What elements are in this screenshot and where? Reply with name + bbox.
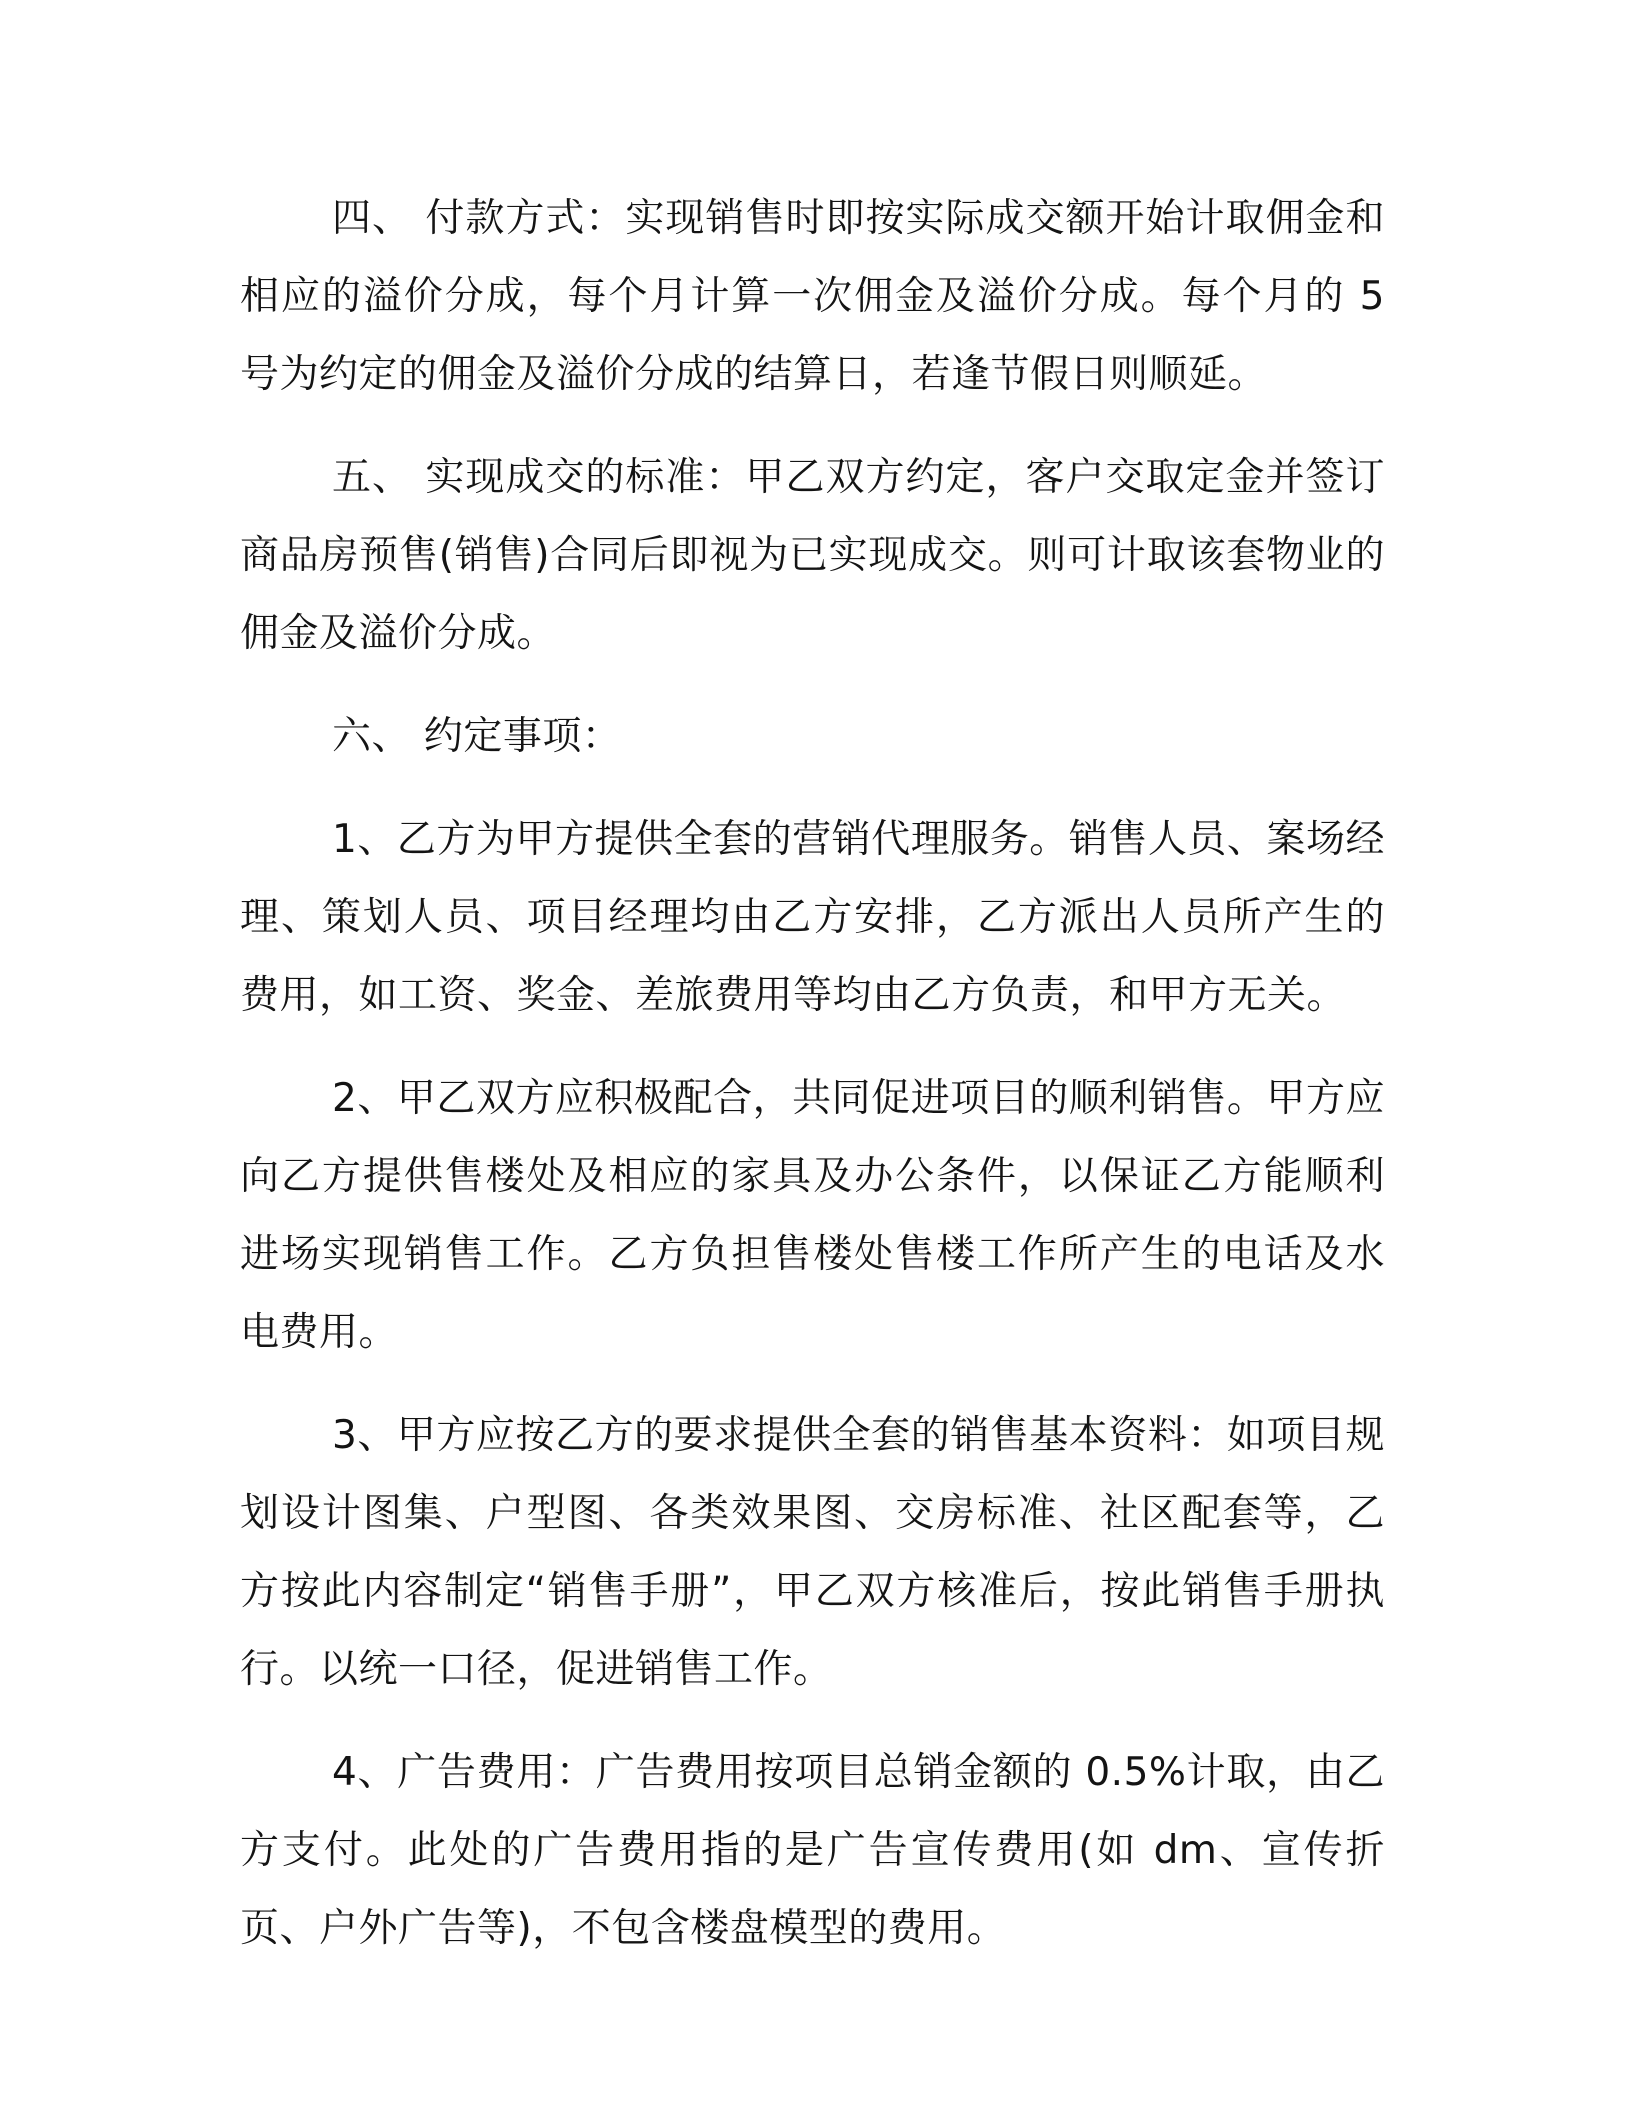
clause-item-2: 2、甲乙双方应积极配合，共同促进项目的顺利销售。甲方应向乙方提供售楼处及相应的家具及办公条件，以保证乙方能顺利进场实现销售工作。乙方负担售楼处售楼工作所产生的电话及水电费用。 <box>240 1076 1385 1355</box>
document-body <box>240 180 1385 1993</box>
clause-agreed-matters-heading: 六、 约定事项： <box>332 714 622 759</box>
clause-item-3: 3、甲方应按乙方的要求提供全套的销售基本资料：如项目规划设计图集、户型图、各类效果图、交房标准、社区配套等，乙方按此内容制定“销售手册”，甲乙双方核准后，按此销售手册执行。以统一口径，促进销售工作。 <box>240 1413 1385 1692</box>
clause-transaction-standard: 五、 实现成交的标准：甲乙双方约定，客户交取定金并签订商品房预售(销售)合同后即视为已实现成交。则可计取该套物业的佣金及溢价分成。 <box>240 455 1385 656</box>
clause-item-4: 4、广告费用：广告费用按项目总销金额的 0.5%计取，由乙方支付。此处的广告费用指的是广告宣传费用(如 dm、宣传折页、户外广告等)，不包含楼盘模型的费用。 <box>240 1750 1385 1951</box>
clause-item-1: 1、乙方为甲方提供全套的营销代理服务。销售人员、案场经理、策划人员、项目经理均由乙方安排，乙方派出人员所产生的费用，如工资、奖金、差旅费用等均由乙方负责，和甲方无关。 <box>240 817 1385 1018</box>
clause-payment-method: 四、 付款方式：实现销售时即按实际成交额开始计取佣金和相应的溢价分成，每个月计算一次佣金及溢价分成。每个月的 5 号为约定的佣金及溢价分成的结算日，若逢节假日则顺延。 <box>240 196 1385 397</box>
